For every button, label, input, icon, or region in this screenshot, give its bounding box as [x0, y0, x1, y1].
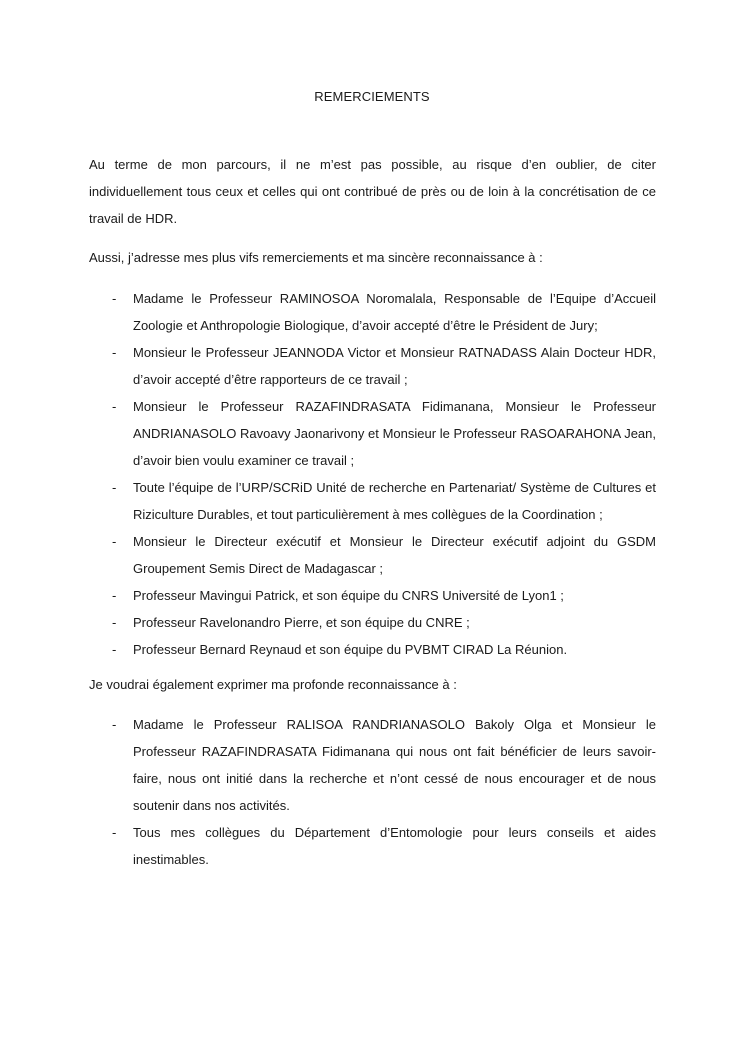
list-item-text: Professeur Mavingui Patrick, et son équipe du CNRS Université de Lyon1 ;	[133, 588, 564, 603]
bullet-dash: -	[112, 534, 117, 549]
list-item-text: Monsieur le Professeur JEANNODA Victor et Monsieur RATNADASS Alain Docteur HDR, d’avoir accepté d’être rapporteurs de ce travail ;	[133, 345, 656, 387]
list-item	[89, 474, 656, 528]
list-item	[89, 819, 656, 873]
list-item-text: Tous mes collègues du Département d’Entomologie pour leurs conseils et aides inestimables.	[133, 825, 656, 867]
bullet-dash: -	[112, 480, 117, 495]
bullet-dash: -	[112, 642, 117, 657]
list-item-text: Madame le Professeur RALISOA RANDRIANASOLO Bakoly Olga et Monsieur le Professeur RAZAFINDRASATA Fidimanana qui nous ont fait bénéficier de leurs savoir-faire, nous ont initié dans la recherche et n’ont cessé de nous encourager et de nous soutenir dans nos activités.	[133, 717, 656, 813]
list-item-text: Monsieur le Directeur exécutif et Monsieur le Directeur exécutif adjoint du GSDM Groupement Semis Direct de Madagascar ;	[133, 534, 656, 576]
document-body	[89, 151, 656, 881]
list-item-text: Professeur Ravelonandro Pierre, et son équipe du CNRE ;	[133, 615, 470, 630]
list-item	[89, 609, 656, 636]
list-item	[89, 393, 656, 474]
list-item-text: Toute l’équipe de l’URP/SCRiD Unité de recherche en Partenariat/ Système de Cultures et Riziculture Durables, et tout particulièrement à mes collègues de la Coordination ;	[133, 480, 656, 522]
bullet-dash: -	[112, 345, 117, 360]
list-item	[89, 711, 656, 819]
bullet-dash: -	[112, 717, 117, 732]
acknowledgement-list-1	[89, 285, 656, 663]
lead-paragraph-2: Je voudrai également exprimer ma profonde reconnaissance à :	[89, 677, 457, 692]
lead-paragraph-1: Aussi, j’adresse mes plus vifs remerciements et ma sincère reconnaissance à :	[89, 250, 543, 265]
list-item	[89, 582, 656, 609]
page-title: REMERCIEMENTS	[314, 89, 430, 104]
bullet-dash: -	[112, 399, 117, 414]
list-item	[89, 528, 656, 582]
list-item-text: Madame le Professeur RAMINOSOA Noromalala, Responsable de l’Equipe d’Accueil Zoologie et Anthropologie Biologique, d’avoir accepté d’être le Président de Jury;	[133, 291, 656, 333]
bullet-dash: -	[112, 615, 117, 630]
list-item	[89, 339, 656, 393]
intro-paragraph: Au terme de mon parcours, il ne m’est pas possible, au risque d’en oublier, de citer individuellement tous ceux et celles qui ont contribué de près ou de loin à la concrétisation de ce travail de HDR.	[89, 157, 656, 226]
bullet-dash: -	[112, 291, 117, 306]
list-item-text: Professeur Bernard Reynaud et son équipe du PVBMT CIRAD La Réunion.	[133, 642, 568, 657]
acknowledgement-list-2	[89, 711, 656, 873]
bullet-dash: -	[112, 588, 117, 603]
list-item-text: Monsieur le Professeur RAZAFINDRASATA Fidimanana, Monsieur le Professeur ANDRIANASOLO Ravoavy Jaonarivony et Monsieur le Professeur RASOARAHONA Jean, d’avoir bien voulu examiner ce travail ;	[133, 399, 656, 468]
list-item	[89, 636, 656, 663]
bullet-dash: -	[112, 825, 117, 840]
list-item	[89, 285, 656, 339]
